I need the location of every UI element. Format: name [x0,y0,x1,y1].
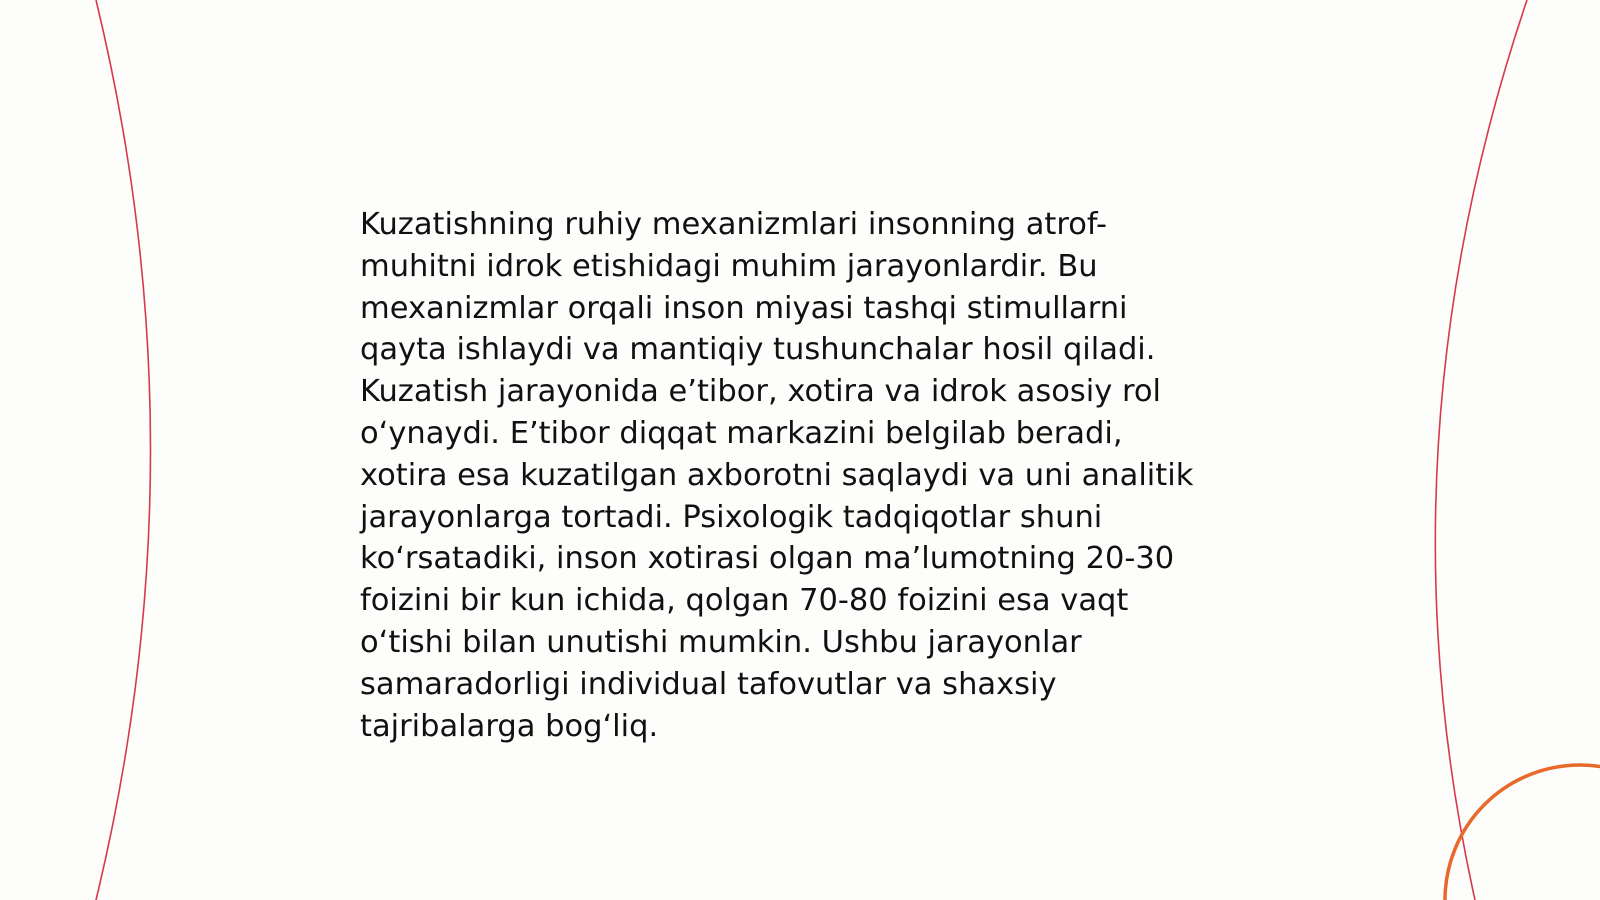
body-paragraph [360,204,1260,747]
right-arc-line [1435,0,1527,900]
text-line: samaradorligi individual tafovutlar va shaxsiy [360,666,1057,702]
text-line: muhitni idrok etishidagi muhim jarayonlardir. Bu [360,248,1098,284]
left-arc-line [96,0,151,900]
text-line: ko‘rsatadiki, inson xotirasi olgan ma’lumotning 20-30 [360,541,1175,577]
text-line: o‘ynaydi. E’tibor diqqat markazini belgilab beradi, [360,415,1123,451]
text-line: jarayonlarga tortadi. Psixologik tadqiqotlar shuni [360,499,1103,535]
text-line: qayta ishlaydi va mantiqiy tushunchalar hosil qiladi. [360,332,1156,368]
text-line: xotira esa kuzatilgan axborotni saqlaydi va uni analitik [360,457,1194,493]
text-line: o‘tishi bilan unutishi mumkin. Ushbu jarayonlar [360,624,1082,660]
text-line: Kuzatishning ruhiy mexanizmlari insonning atrof- [360,207,1107,242]
accent-circle [1445,765,1600,900]
text-line: tajribalarga bog‘liq. [360,708,659,744]
text-line: foizini bir kun ichida, qolgan 70-80 foizini esa vaqt [360,583,1129,619]
text-line: Kuzatish jarayonida e’tibor, xotira va idrok asosiy rol [360,374,1161,410]
text-line: mexanizmlar orqali inson miyasi tashqi stimullarni [360,290,1128,326]
